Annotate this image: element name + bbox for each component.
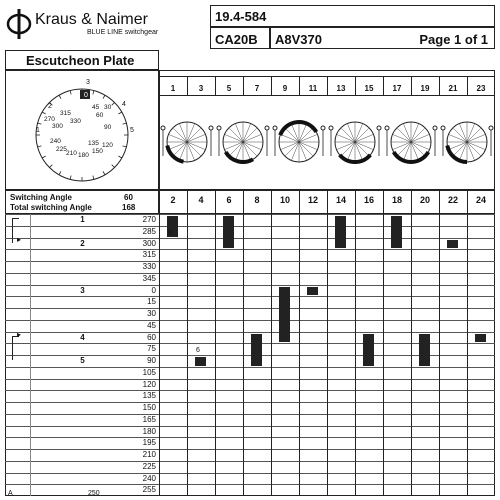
table-row-line (5, 296, 495, 297)
contact-number-bottom: 16 (363, 195, 374, 205)
table-row-line (5, 226, 495, 227)
company-tagline: BLUE LINE switchgear (87, 29, 159, 36)
contact-number-top: 1 (170, 84, 176, 93)
contact-number-bottom: 18 (391, 195, 402, 205)
logo-area (5, 6, 205, 46)
arrow-right-icon: ▸ (17, 234, 22, 244)
angle-value: 120 (142, 379, 156, 389)
dial-position-label: 2 (48, 103, 52, 110)
angle-value: 315 (142, 250, 156, 260)
dial-angle-label: 45 (92, 104, 100, 111)
contact-closure (195, 357, 206, 366)
angle-value: 90 (147, 356, 156, 365)
switching-angle-box (5, 190, 159, 214)
table-row-line (5, 261, 495, 262)
table-row-line (5, 367, 495, 368)
table-row-line (5, 273, 495, 274)
contact-number-top: 3 (198, 84, 204, 93)
doc-number-box (210, 5, 495, 27)
contact-number-bottom: 8 (254, 195, 260, 205)
contact-number-bottom: 24 (475, 195, 486, 205)
contact-number-top: 13 (336, 84, 346, 93)
escutcheon-dial (6, 71, 158, 189)
contact-closure (363, 334, 374, 366)
header-column-line (439, 190, 440, 214)
page-indicator: Page 1 of 1 (419, 32, 488, 47)
angle-value: 165 (142, 414, 156, 424)
contact-number-top: 15 (364, 84, 374, 93)
table-row-line (5, 437, 495, 438)
table-row-line (5, 320, 495, 321)
dial-angle-label: 270 (44, 116, 55, 123)
header-column-line (187, 190, 188, 214)
dial-angle-label: 315 (60, 110, 71, 117)
dial-angle-label: 225 (56, 146, 67, 153)
bracket-arrow-icon (12, 336, 19, 361)
footer-value: 250 (88, 490, 100, 497)
arrow-right-icon: ▸ (17, 329, 22, 339)
table-column-line (215, 214, 216, 496)
angle-value: 240 (142, 473, 156, 483)
contact-number-bottom: 2 (170, 195, 176, 205)
contact-closure (335, 216, 346, 248)
table-column-line (327, 214, 328, 496)
contact-closure (279, 287, 290, 343)
table-column-line (411, 214, 412, 496)
contact-closure (391, 216, 402, 248)
dial-angle-label: 90 (104, 124, 112, 131)
contact-number-bottom: 14 (335, 195, 346, 205)
angle-value: 345 (142, 273, 156, 283)
table-column-line (30, 214, 31, 496)
angle-value: 255 (142, 485, 156, 495)
position-label: 2 (80, 238, 85, 248)
table-row-line (5, 449, 495, 450)
table-column-line (159, 214, 160, 496)
doc-number: 19.4-584 (215, 9, 267, 24)
angle-value: 75 (147, 344, 156, 354)
dial-angle-label: 30 (104, 104, 112, 111)
angle-value: 0 (151, 285, 156, 295)
plate-title: Escutcheon Plate (26, 53, 135, 68)
closure-annotation: 6 (196, 347, 200, 355)
table-row-line (5, 414, 495, 415)
table-row-line (5, 426, 495, 427)
table-row-line (5, 461, 495, 462)
contact-number-bottom: 4 (198, 195, 204, 205)
contact-closure (251, 334, 262, 366)
table-row-line (5, 308, 495, 309)
angle-value: 105 (142, 367, 156, 377)
position-label: 3 (80, 285, 85, 295)
header-column-line (327, 190, 328, 214)
dial-angle-label: 300 (52, 123, 63, 130)
angle-value: 30 (147, 309, 156, 318)
table-column-line (467, 214, 468, 496)
angle-value: 210 (142, 450, 156, 459)
angle-value: 225 (142, 461, 156, 471)
angle-value: 270 (142, 215, 156, 224)
contact-number-bottom: 22 (447, 195, 458, 205)
closure-annotation: 6 (168, 229, 172, 237)
header-column-line (467, 190, 468, 214)
angle-value: 330 (142, 262, 156, 271)
table-column-line (355, 214, 356, 496)
header-column-line (243, 190, 244, 214)
contact-header-row (159, 76, 495, 96)
dial-angle-label: 240 (50, 138, 61, 145)
contact-closure (475, 334, 486, 343)
table-column-line (439, 214, 440, 496)
angle-value: 135 (142, 391, 156, 401)
position-label: 1 (80, 215, 85, 224)
contact-number-bottom: 12 (307, 195, 318, 205)
angle-value: 150 (142, 403, 156, 412)
position-label: 4 (80, 332, 85, 342)
table-row-line (5, 402, 495, 403)
table-row-line (5, 473, 495, 474)
contact-number-bottom: 6 (226, 195, 232, 205)
table-column-line (299, 214, 300, 496)
contact-number-bottom: 20 (419, 195, 430, 205)
dial-zero-label: 0 (84, 92, 88, 99)
dial-position-label: 4 (122, 101, 126, 108)
header-column-line (299, 190, 300, 214)
table-row-line (5, 390, 495, 391)
dial-position-label: 3 (86, 79, 90, 86)
phi-logo-icon (5, 8, 33, 40)
angle-value: 285 (142, 226, 156, 236)
dial-angle-label: 60 (96, 112, 104, 119)
contact-number-top: 5 (226, 84, 232, 93)
contact-closure (223, 216, 234, 248)
header-column-line (355, 190, 356, 214)
position-label: 5 (80, 356, 85, 365)
contact-number-top: 17 (392, 84, 402, 93)
code-box (270, 27, 495, 49)
dial-angle-label: 150 (92, 148, 103, 155)
table-column-line (383, 214, 384, 496)
angle-value: 300 (142, 238, 156, 248)
header-column-line (383, 190, 384, 214)
footer-left: A (8, 490, 13, 497)
header-column-line (271, 190, 272, 214)
contact-number-top: 21 (448, 84, 458, 93)
contact-number-top: 7 (254, 84, 260, 93)
contact-closure (447, 240, 458, 249)
contact-closure (419, 334, 430, 366)
header-column-line (411, 190, 412, 214)
contact-number-top: 11 (308, 84, 318, 93)
contact-number-top: 23 (476, 84, 486, 93)
table-column-line (271, 214, 272, 496)
model-code: CA20B (215, 32, 258, 47)
angle-value: 180 (142, 426, 156, 436)
total-angle-value: 168 (122, 203, 136, 212)
angle-value: 45 (147, 320, 156, 330)
angle-value: 195 (142, 438, 156, 448)
escutcheon-plate (5, 70, 159, 190)
table-column-line (187, 214, 188, 496)
dial-angle-label: 210 (66, 150, 77, 157)
dial-angle-label: 180 (78, 152, 89, 159)
plate-title-box (5, 50, 159, 70)
part-code: A8V370 (275, 32, 322, 47)
contact-number-top: 9 (282, 84, 288, 93)
angle-value: 60 (147, 332, 156, 342)
dial-position-label: 5 (130, 127, 134, 134)
dial-angle-label: 120 (102, 142, 113, 149)
switching-angle-label: Switching Angle (10, 193, 72, 202)
dial-angle-label: 135 (88, 140, 99, 147)
switching-angle-value: 60 (124, 193, 133, 202)
total-angle-label: Total switching Angle (10, 203, 92, 212)
contact-number-top: 19 (420, 84, 430, 93)
dial-angle-label: 330 (70, 118, 81, 125)
company-name: Kraus & Naimer (35, 11, 148, 28)
table-row-line (5, 379, 495, 380)
table-row-line (5, 484, 495, 485)
header-column-line (215, 190, 216, 214)
contact-number-bottom: 10 (279, 195, 290, 205)
contact-closure (307, 287, 318, 296)
angle-value: 15 (147, 297, 156, 307)
dial-position-label: 1 (36, 127, 40, 134)
table-column-line (243, 214, 244, 496)
table-row-line (5, 249, 495, 250)
model-box (210, 27, 270, 49)
